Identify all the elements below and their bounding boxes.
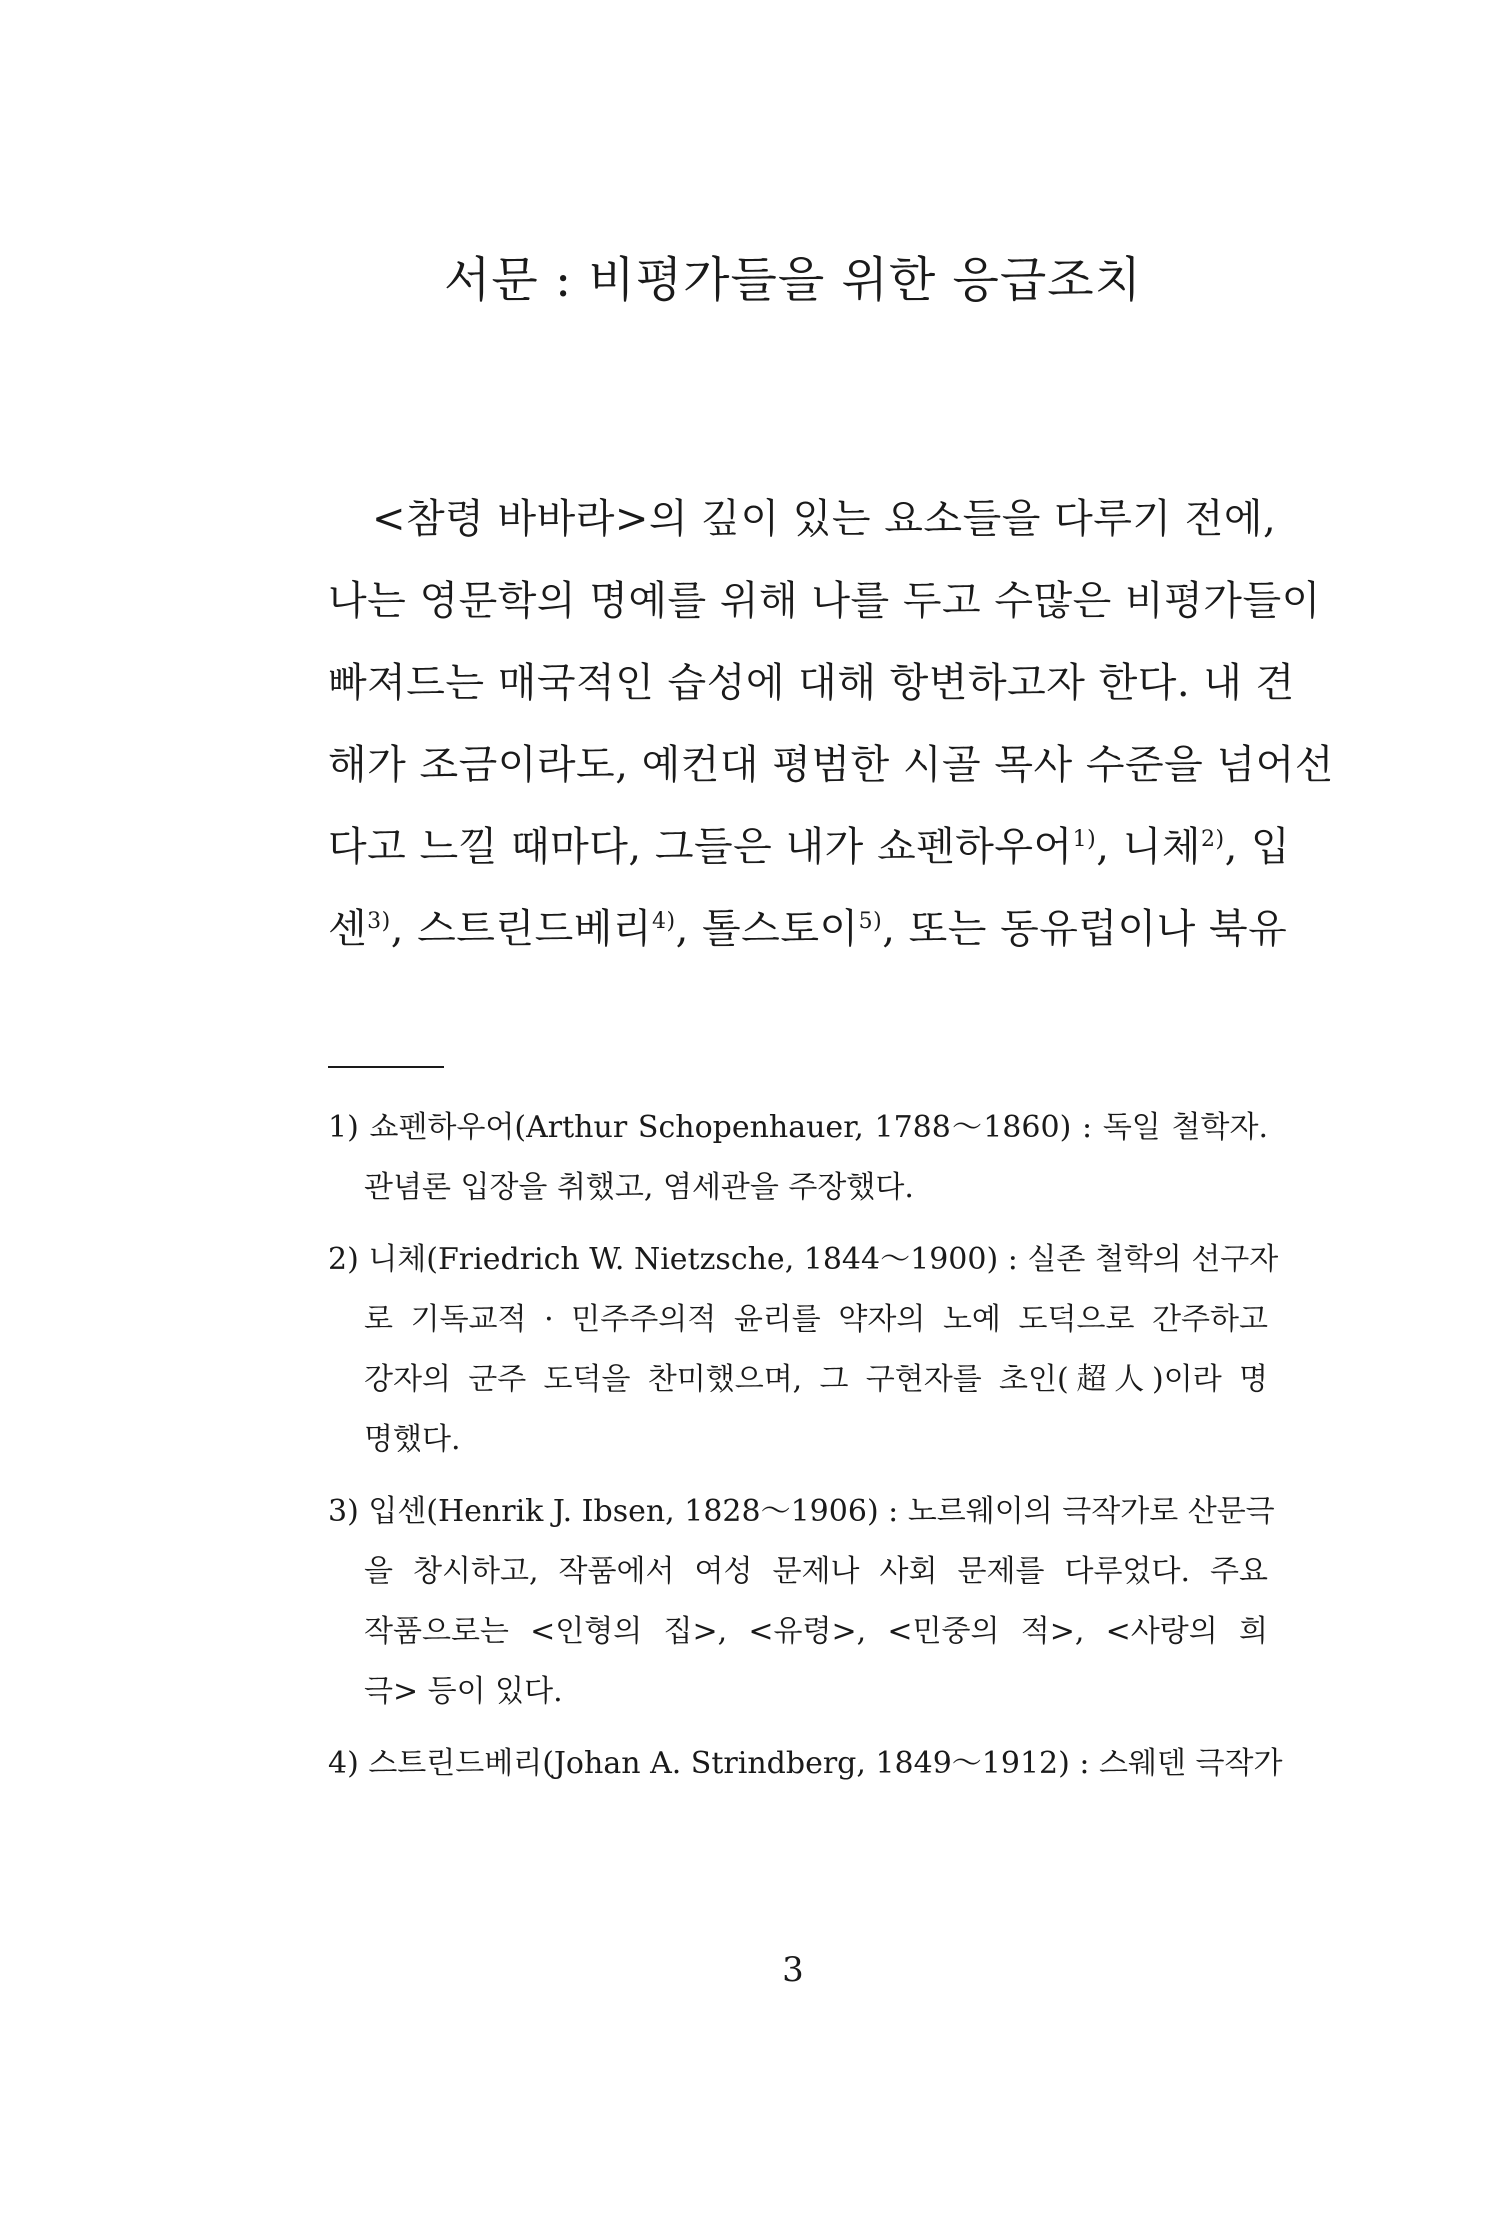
body-text-span: 센 bbox=[328, 906, 368, 952]
footnote-ref[interactable]: 4) bbox=[652, 909, 676, 934]
body-line bbox=[328, 806, 1291, 888]
footnote-ref[interactable]: 5) bbox=[858, 909, 883, 934]
footnote-2 bbox=[328, 1230, 1279, 1470]
footnote-line: 관념론 입장을 취했고, 염세관을 주장했다. bbox=[364, 1170, 914, 1205]
body-line: 빠져드는 매국적인 습성에 대해 항변하고자 한다. 내 견 bbox=[328, 660, 1295, 706]
footnote-line: 3) 입센(Henrik J. Ibsen, 1828～1906) : 노르웨이의 극작가로 산문극 bbox=[328, 1494, 1275, 1529]
footnote-ref[interactable]: 2) bbox=[1200, 827, 1225, 852]
body-line bbox=[328, 888, 1288, 970]
body-text-span: , 또는 동유럽이나 북유 bbox=[882, 906, 1288, 952]
footnote-line: 을 창시하고, 작품에서 여성 문제나 사회 문제를 다루었다. 주요 bbox=[364, 1554, 1268, 1589]
footnote-line: 2) 니체(Friedrich W. Nietzsche, 1844～1900) : 실존 철학의 선구자 bbox=[328, 1242, 1279, 1277]
body-line bbox=[328, 478, 1277, 560]
footnote-divider bbox=[328, 1066, 444, 1068]
footnote-line: 극> 등이 있다. bbox=[364, 1674, 563, 1709]
footnote-ref[interactable]: 3) bbox=[367, 909, 391, 934]
body-line: 나는 영문학의 명예를 위해 나를 두고 수많은 비평가들이 bbox=[328, 578, 1321, 624]
page-number: 3 bbox=[782, 1950, 804, 1990]
footnote-1 bbox=[328, 1098, 1268, 1218]
footnote-line: 로 기독교적 · 민주주의적 윤리를 약자의 노예 도덕으로 간주하고 bbox=[364, 1302, 1268, 1337]
footnote-3 bbox=[328, 1482, 1275, 1722]
chapter-title: 서문 : 비평가들을 위한 응급조치 bbox=[444, 252, 1142, 308]
body-text-span: <참령 바바라>의 깊이 있는 요소들을 다루기 전에, bbox=[372, 496, 1277, 542]
footnote-line: 1) 쇼펜하우어(Arthur Schopenhauer, 1788～1860) : 독일 철학자. bbox=[328, 1110, 1268, 1145]
footnote-line: 강자의 군주 도덕을 찬미했으며, 그 구현자를 초인(超人)이라 명 bbox=[364, 1362, 1268, 1397]
body-text-span: , 입 bbox=[1224, 824, 1291, 870]
footnote-line: 4) 스트린드베리(Johan A. Strindberg, 1849～1912) : 스웨덴 극작가 bbox=[328, 1746, 1283, 1781]
body-text-span: , 톨스토이 bbox=[675, 906, 859, 952]
footnotes bbox=[328, 1098, 1283, 1806]
footnote-4 bbox=[328, 1734, 1283, 1794]
footnote-line: 작품으로는 <인형의 집>, <유령>, <민중의 적>, <사랑의 희 bbox=[364, 1614, 1268, 1649]
body-text-span: , 스트린드베리 bbox=[390, 906, 653, 952]
body-text-span: , 니체 bbox=[1096, 824, 1201, 870]
body-paragraph bbox=[328, 478, 1334, 970]
body-text-span: 다고 느낄 때마다, 그들은 내가 쇼펜하우어 bbox=[328, 824, 1073, 870]
body-line: 해가 조금이라도, 예컨대 평범한 시골 목사 수준을 넘어선 bbox=[328, 742, 1334, 788]
footnote-ref[interactable]: 1) bbox=[1072, 827, 1097, 852]
footnote-line: 명했다. bbox=[364, 1422, 461, 1457]
